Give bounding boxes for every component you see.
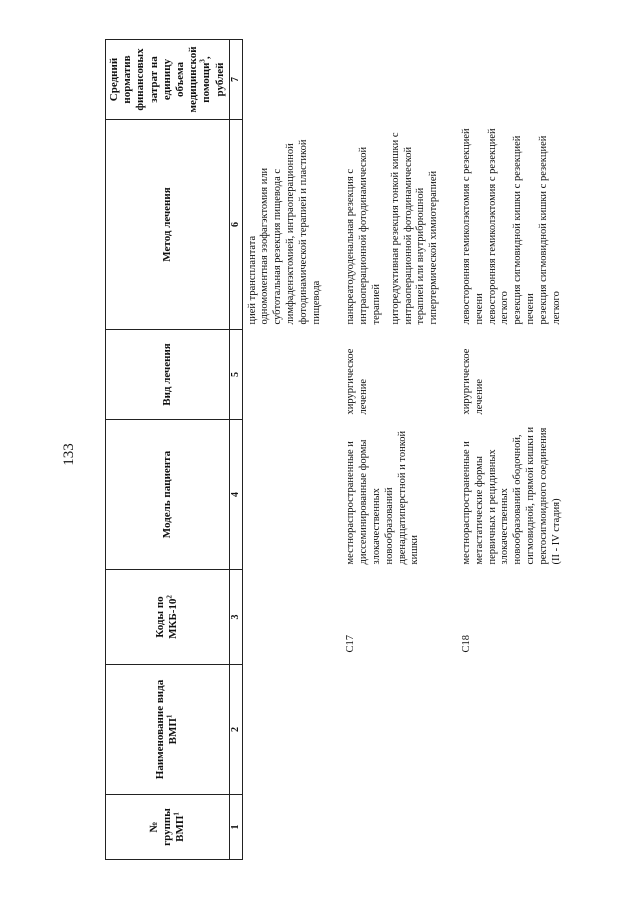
- method-entry: одномоментная эзофагэктомия или субтотальная резекция пищевода с лимфаденэктомией, интраоперационной фотодинамической терапией и пластикой пищевода: [259, 139, 322, 325]
- method-cell: [457, 120, 567, 330]
- method-entry: левосторонняя гемиколэктомия с резекцией легкого: [486, 128, 511, 325]
- method-cell: [341, 120, 457, 330]
- method-entry: резекция сигмовидной кишки с резекцией печени: [512, 135, 537, 325]
- page-number: 133: [60, 443, 77, 466]
- column-number: 2: [229, 665, 242, 795]
- icd-code-cell: C17: [345, 634, 357, 653]
- method-entry: резекция сигмовидной кишки с резекцией легкого: [537, 135, 562, 325]
- header-group-number: № группы ВМП$^1$: [106, 795, 230, 860]
- method-entry: циторедуктивная резекция тонкой кишки с интраоперационной фотодинамической терапией или внутрибрюшной гипертермической химиотерапией: [389, 132, 440, 325]
- column-number: 6: [229, 120, 242, 330]
- method-entry: цией трансплантата: [246, 235, 258, 325]
- method-entry: левосторонняя гемиколэктомия с резекцией печени: [461, 128, 485, 325]
- header-row: [106, 40, 230, 860]
- column-number: 7: [229, 40, 242, 120]
- patient-model-cell: местнораспространенные и метастатические формы первичных и рецидивных злокачественных новообразований ободочной, сигмовидной, прямой кишки и ректосигмоидного соединения (II - IV стадия): [461, 426, 562, 565]
- treatment-type-cell: хирургическое лечение: [345, 348, 370, 415]
- treatment-type-cell: хирургическое лечение: [461, 348, 485, 415]
- column-number: 4: [229, 420, 242, 570]
- rotated-table-wrapper: [105, 40, 640, 860]
- treatment-table: [105, 39, 567, 860]
- patient-model-cell: местнораспространенные и диссеминированные формы злокачественных новообразований двенадцатиперстной и тонкой кишки: [345, 430, 421, 565]
- column-number-row: [229, 40, 242, 860]
- header-icd-codes: Коды по МКБ-$10^2$: [106, 570, 230, 665]
- table-row: [242, 40, 341, 860]
- table-row: [457, 40, 567, 860]
- header-vmp-name: Наименование вида ВМП$^1$: [106, 665, 230, 795]
- method-entry: панкреатодуоденальная резекция с интраоперационной фотодинамической терапией: [345, 146, 383, 325]
- column-number: 1: [229, 795, 242, 860]
- column-number: 5: [229, 330, 242, 420]
- header-treatment-type: Вид лечения: [106, 330, 230, 420]
- icd-code-cell: C18: [461, 634, 473, 653]
- column-number: 3: [229, 570, 242, 665]
- method-cell: [242, 120, 341, 330]
- header-cost-standard: Средний норматив финансовых затрат на единицу объема медицинской помощи$^3$, рублей: [106, 40, 230, 120]
- table-row: [341, 40, 457, 860]
- header-treatment-method: Метод лечения: [106, 120, 230, 330]
- header-patient-model: Модель пациента: [106, 420, 230, 570]
